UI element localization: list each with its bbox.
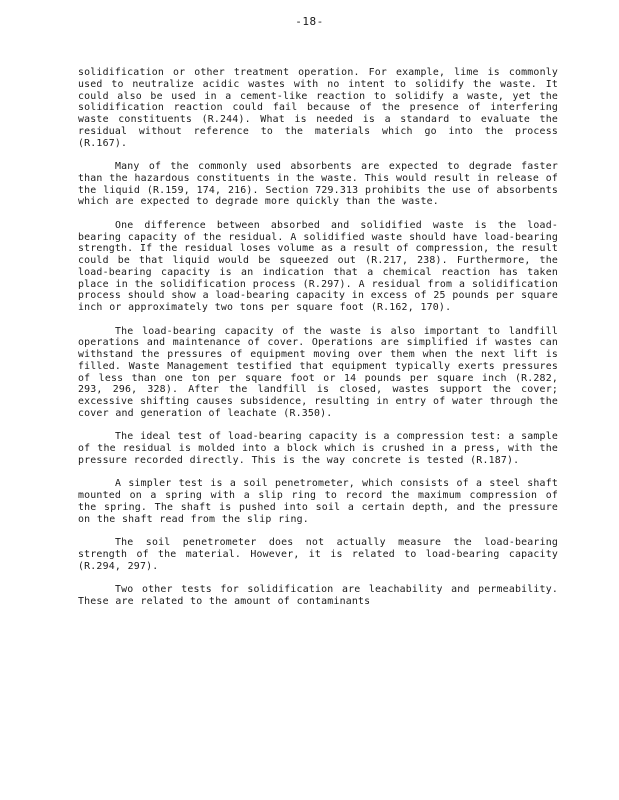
paragraph-continuation: solidification or other treatment operation. For example, lime is commonly used to neutralize acidic wastes with no intent to solidify the waste. It could also be used in a cement-like reaction to solidify a waste, yet the solidification reaction could fail because of the presence of interfering waste constituents (R.244). What is needed is a standard to evaluate the residual without reference to the materials which go into the process (R.167). [78, 67, 558, 149]
paragraph-other-tests: Two other tests for solidification are leachability and permeability. These are related to the amount of contaminants [78, 584, 558, 607]
paragraph-absorbents: Many of the commonly used absorbents are expected to degrade faster than the hazardous constituents in the waste. This would result in release of the liquid (R.159, 174, 216). Section 729.313 prohibits the use of absorbents which are expected to degrade more quickly than the waste. [78, 161, 558, 208]
paragraph-penetrometer-limits: The soil penetrometer does not actually measure the load-bearing strength of the material. However, it is related to load-bearing capacity (R.294, 297). [78, 537, 558, 572]
paragraph-penetrometer: A simpler test is a soil penetrometer, which consists of a steel shaft mounted on a spring with a slip ring to record the maximum compression of the spring. The shaft is pushed into soil a certain depth, and the pressure on the shaft read from the slip ring. [78, 478, 558, 525]
body-text [78, 67, 558, 608]
paragraph-landfill-operations: The load-bearing capacity of the waste is also important to landfill operations and maintenance of cover. Operations are simplified if wastes can withstand the pressures of equipment moving over them when the next lift is filled. Waste Management testified that equipment typically exerts pressures of less than one ton per square foot or 14 pounds per square inch (R.282, 293, 296, 328). After the landfill is closed, wastes support the cover; excessive shifting causes subsidence, resulting in entry of water through the cover and generation of leachate (R.350). [78, 325, 558, 419]
paragraph-compression-test: The ideal test of load-bearing capacity is a compression test: a sample of the residual is molded into a block which is crushed in a press, with the pressure recorded directly. This is the way concrete is tested (R.187). [78, 431, 558, 466]
paragraph-load-bearing-difference: One difference between absorbed and solidified waste is the load-bearing capacity of the residual. A solidified waste should have load-bearing strength. If the residual loses volume as a result of compression, the result could be that liquid would be squeezed out (R.217, 238). Furthermore, the load-bearing capacity is an indication that a chemical reaction has taken place in the solidification process (R.297). A residual from a solidification process should show a load-bearing capacity in excess of 25 pounds per square inch or approximately two tons per square foot (R.162, 170). [78, 219, 558, 313]
page-number: -18- [295, 15, 324, 28]
